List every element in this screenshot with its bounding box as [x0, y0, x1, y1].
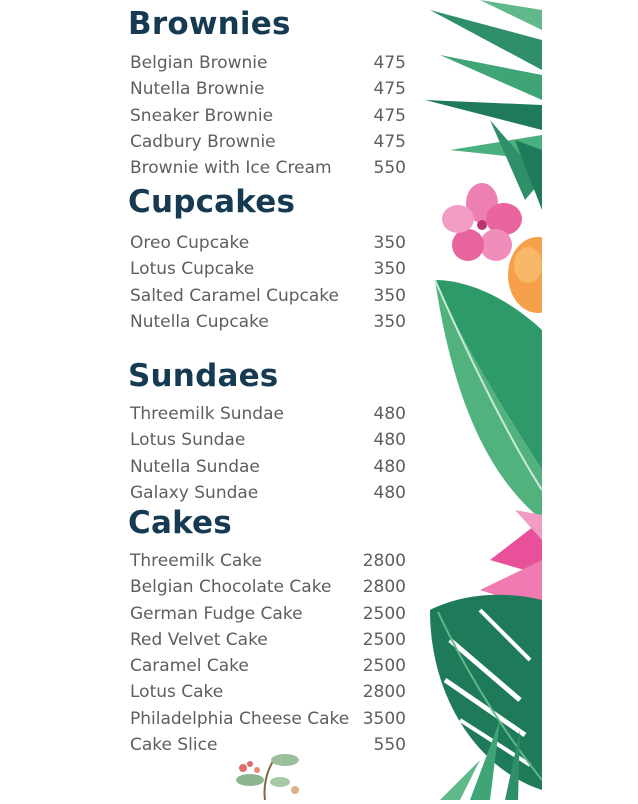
menu-item: [128, 574, 418, 600]
section-title: Cupcakes: [128, 184, 296, 220]
section-cakes: [128, 505, 418, 758]
item-name: Lotus Cupcake: [130, 259, 255, 280]
menu-item: [128, 129, 418, 155]
item-name: Brownie with Ice Cream: [130, 158, 332, 179]
item-price: 350: [373, 285, 406, 306]
item-price: 480: [373, 482, 406, 503]
hibiscus-flower-icon: [442, 183, 522, 261]
menu-item: [128, 601, 418, 627]
item-price: 475: [373, 131, 406, 152]
menu-item: [128, 401, 418, 427]
orange-flower-icon: [508, 237, 542, 313]
item-name: Cadbury Brownie: [130, 131, 276, 152]
item-name: Belgian Chocolate Cake: [130, 577, 332, 598]
item-price: 475: [373, 53, 406, 73]
item-name: Threemilk Sundae: [130, 404, 284, 424]
item-name: Caramel Cake: [130, 656, 249, 677]
item-name: Galaxy Sundae: [130, 482, 259, 503]
item-price: 2800: [362, 577, 406, 598]
item-name: Threemilk Cake: [130, 551, 262, 571]
item-price: 2500: [362, 603, 406, 624]
item-price: 3500: [362, 708, 406, 729]
item-name: Nutella Cupcake: [130, 311, 269, 332]
banana-leaf-icon: [435, 280, 542, 520]
item-name: Cake Slice: [130, 735, 218, 756]
section-title: Cakes: [128, 505, 232, 541]
item-price: 2500: [362, 629, 406, 650]
menu-item: [128, 230, 418, 256]
menu-item: [128, 480, 418, 506]
item-price: 475: [373, 79, 406, 100]
item-price: 480: [373, 404, 406, 424]
section-cupcakes: [128, 184, 418, 335]
item-name: Belgian Brownie: [130, 53, 268, 73]
palm-frond-icon: [425, 0, 542, 210]
tropical-decoration: [420, 0, 542, 800]
section-title: Brownies: [128, 6, 291, 42]
menu-item: [128, 283, 418, 309]
menu-item: [128, 155, 418, 181]
menu-item: [128, 50, 418, 76]
section-brownies: [128, 6, 418, 181]
item-price: 480: [373, 456, 406, 477]
item-list: [128, 230, 418, 335]
item-name: Red Velvet Cake: [130, 629, 268, 650]
item-price: 2500: [362, 656, 406, 677]
item-price: 480: [373, 430, 406, 451]
item-price: 350: [373, 233, 406, 253]
menu-item: [128, 103, 418, 129]
item-price: 350: [373, 259, 406, 280]
item-list: [128, 50, 418, 181]
menu-item: [128, 627, 418, 653]
menu-item: [128, 679, 418, 705]
item-price: 550: [373, 158, 406, 179]
item-name: Lotus Sundae: [130, 430, 246, 451]
item-price: 475: [373, 105, 406, 126]
item-name: German Fudge Cake: [130, 603, 303, 624]
item-price: 550: [373, 735, 406, 756]
bottom-plant-decoration: [215, 750, 315, 800]
item-price: 2800: [362, 682, 406, 703]
small-plant-icon: [215, 750, 315, 800]
item-name: Oreo Cupcake: [130, 233, 250, 253]
item-name: Lotus Cake: [130, 682, 224, 703]
item-name: Sneaker Brownie: [130, 105, 274, 126]
menu-item: [128, 256, 418, 282]
item-list: [128, 548, 418, 758]
menu-item: [128, 76, 418, 102]
menu-item: [128, 427, 418, 453]
item-list: [128, 401, 418, 506]
tropical-leaves-illustration: [420, 0, 542, 800]
menu-item: [128, 454, 418, 480]
section-sundaes: [128, 358, 418, 506]
item-name: Nutella Sundae: [130, 456, 260, 477]
item-price: 2800: [362, 551, 406, 571]
item-name: Salted Caramel Cupcake: [130, 285, 339, 306]
item-name: Philadelphia Cheese Cake: [130, 708, 350, 729]
menu-item: [128, 548, 418, 574]
menu-item: [128, 653, 418, 679]
item-price: 350: [373, 311, 406, 332]
menu-item: [128, 309, 418, 335]
section-title: Sundaes: [128, 358, 279, 394]
menu-item: [128, 706, 418, 732]
item-name: Nutella Brownie: [130, 79, 265, 100]
